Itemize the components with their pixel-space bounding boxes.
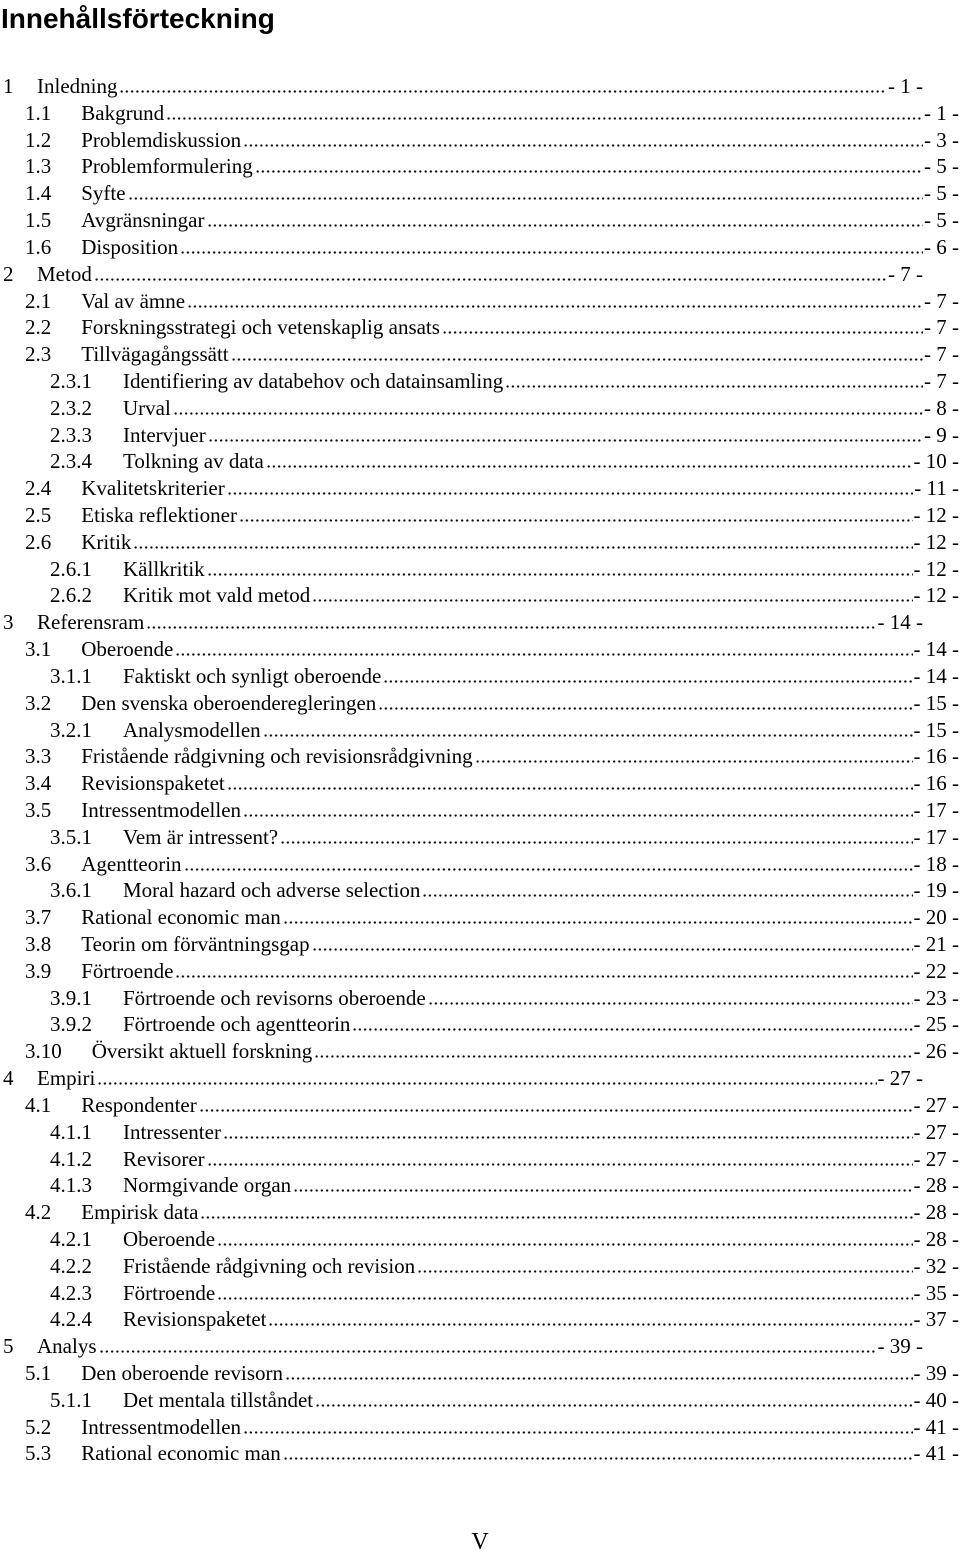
toc-entry-number: 2.3.4: [50, 449, 92, 474]
toc-entry-number: 4.1.2: [50, 1146, 92, 1171]
toc-entry-number: 2: [3, 261, 14, 286]
toc-entry-number: 4.2.1: [50, 1226, 92, 1251]
toc-entry-title: Analysmodellen: [123, 717, 261, 742]
toc-entry-title: Tolkning av data: [123, 449, 264, 474]
dot-leader: [227, 787, 913, 790]
dot-leader: [99, 1350, 877, 1353]
toc-entry-number: 5.3: [25, 1441, 52, 1466]
toc-entry: [0, 743, 960, 770]
toc-entry-page: - 27 -: [877, 1066, 923, 1091]
toc-entry-number: 5.2: [25, 1414, 52, 1439]
toc-entry-title: Oberoende: [123, 1226, 216, 1251]
dot-leader: [199, 1109, 913, 1112]
toc-entry-number: 3.1: [25, 637, 52, 662]
toc-entry-number: 3.5.1: [50, 824, 92, 849]
toc-entry-number: 2.6: [25, 529, 52, 554]
toc-entry-title: Den svenska oberoenderegleringen: [81, 690, 377, 715]
toc-entry: [0, 1253, 960, 1280]
toc-entry-title: Vem är intressent?: [123, 824, 279, 849]
toc-entry: [0, 690, 960, 717]
toc-entry-title: Förtroende och revisorns oberoende: [123, 985, 426, 1010]
toc-entry-page: - 21 -: [913, 932, 959, 956]
toc-entry-number: 4: [3, 1066, 14, 1091]
toc-entry-page: - 17 -: [913, 797, 959, 822]
dot-leader: [239, 519, 913, 522]
toc-entry-number: 4.2.3: [50, 1280, 92, 1305]
dot-leader: [378, 707, 912, 710]
toc-entry: [0, 1172, 960, 1199]
toc-heading: Innehållsförteckning: [1, 3, 275, 34]
toc-entry: [0, 529, 960, 556]
dot-leader: [208, 439, 923, 442]
toc-entry-title: Revisionspaketet: [81, 771, 225, 796]
toc-entry-number: 5.1: [25, 1361, 52, 1385]
toc-entry-number: 3.6: [25, 851, 52, 876]
toc-entry-page: - 7 -: [924, 368, 959, 393]
dot-leader: [283, 921, 913, 924]
toc-entry-title: Förtroende och agentteorin: [123, 1012, 351, 1037]
dot-leader: [314, 1055, 912, 1058]
toc-entry: [0, 1280, 960, 1307]
toc-entry-number: 1.2: [25, 127, 52, 152]
toc-entry-number: 3.8: [25, 932, 52, 956]
toc-entry-title: Etiska reflektioner: [81, 503, 237, 527]
toc-entry: [0, 663, 960, 690]
dot-leader: [422, 894, 912, 897]
toc-entry: [0, 1360, 960, 1387]
toc-entry: [0, 1226, 960, 1253]
toc-entry-title: Agentteorin: [81, 851, 182, 876]
toc-entry-title: Avgränsningar: [81, 208, 205, 233]
toc-entry: [0, 556, 960, 583]
toc-entry-number: 1: [3, 74, 14, 98]
toc-entry: [0, 958, 960, 985]
toc-entry: [0, 127, 960, 154]
toc-entry-title: Intressentmodellen: [81, 797, 242, 822]
toc-entry-number: 3.10: [25, 1039, 62, 1064]
toc-entry: [0, 234, 960, 261]
toc-entry: [0, 288, 960, 315]
toc-entry-number: 5.1.1: [50, 1387, 92, 1412]
dot-leader: [505, 385, 923, 388]
dot-leader: [180, 251, 923, 254]
dot-leader: [243, 144, 923, 147]
toc-entry-number: 1.6: [25, 234, 52, 259]
toc-entry-number: 2.3.3: [50, 422, 92, 447]
toc-entry-title: Identifiering av databehov och datainsamling: [123, 368, 504, 393]
toc-entry-number: 3.3: [25, 744, 52, 769]
dot-leader: [255, 170, 923, 173]
toc-entry: [0, 502, 960, 529]
toc-entry: [0, 1414, 960, 1441]
toc-entry: [0, 100, 960, 127]
toc-entry-page: - 28 -: [913, 1226, 959, 1251]
toc-entry-title: Forskningsstrategi och vetenskaplig ansats: [81, 315, 440, 340]
toc-entry: [0, 207, 960, 234]
toc-entry-number: 2.6.2: [50, 583, 92, 608]
toc-entry-page: - 12 -: [913, 583, 959, 608]
toc-entry-page: - 7 -: [924, 315, 959, 340]
toc-entry-page: - 16 -: [913, 744, 959, 769]
toc-entry-number: 3.4: [25, 771, 52, 796]
toc-entry: [0, 582, 960, 609]
toc-entry-page: - 41 -: [913, 1414, 959, 1439]
toc-entry-title: Rational economic man: [81, 1441, 281, 1466]
dot-leader: [97, 1082, 876, 1085]
toc-entry-title: Teorin om förväntningsgap: [81, 932, 310, 956]
toc-entry: [0, 636, 960, 663]
toc-entry-page: - 15 -: [913, 717, 959, 742]
toc-entry-title: Val av ämne: [81, 288, 186, 313]
toc-entry-title: Oberoende: [81, 637, 174, 662]
toc-entry: [0, 824, 960, 851]
dot-leader: [383, 680, 912, 683]
toc-entry: [0, 717, 960, 744]
toc-entry-number: 2.6.1: [50, 556, 92, 581]
toc-entry-title: Normgivande organ: [123, 1173, 292, 1198]
toc-entry-title: Tillvägagångssätt: [81, 342, 229, 367]
dot-leader: [207, 224, 924, 227]
dot-leader: [243, 1431, 912, 1434]
toc-entry-number: 3.9.2: [50, 1012, 92, 1037]
toc-entry-page: - 3 -: [924, 127, 959, 152]
toc-entry-title: Den oberoende revisorn: [81, 1361, 284, 1385]
toc-entry-title: Empirisk data: [81, 1200, 199, 1225]
toc-entry-number: 2.2: [25, 315, 52, 340]
toc-entry-page: - 1 -: [924, 100, 959, 125]
toc-entry-number: 3: [3, 610, 14, 635]
dot-leader: [312, 948, 913, 951]
dot-leader: [119, 90, 887, 93]
toc-entry-page: - 12 -: [913, 503, 959, 527]
toc-entry-number: 4.2.4: [50, 1307, 92, 1332]
dot-leader: [187, 305, 923, 308]
toc-entry-page: - 9 -: [924, 422, 959, 447]
toc-entry-title: Respondenter: [81, 1092, 197, 1117]
toc-entry-title: Källkritik: [123, 556, 205, 581]
toc-entry-title: Metod: [37, 261, 92, 286]
toc-entry-page: - 14 -: [877, 610, 923, 635]
toc-entry: [0, 180, 960, 207]
toc-entry-title: Rational economic man: [81, 905, 281, 930]
toc-entry-page: - 14 -: [913, 663, 959, 688]
toc-entry: [0, 448, 960, 475]
dot-leader: [175, 975, 912, 978]
toc-entry-number: 3.2: [25, 690, 52, 715]
toc-entry-page: - 37 -: [913, 1307, 959, 1332]
dot-leader: [352, 1028, 912, 1031]
toc-entry-page: - 22 -: [913, 958, 959, 983]
dot-leader: [315, 1404, 912, 1407]
toc-entry-page: - 11 -: [914, 476, 959, 501]
toc-entry-number: 3.5: [25, 797, 52, 822]
toc-entry-number: 4.2: [25, 1200, 52, 1225]
toc-entry-title: Intressentmodellen: [81, 1414, 242, 1439]
table-of-contents: [0, 73, 960, 1467]
toc-entry-title: Fristående rådgivning och revision: [123, 1253, 416, 1278]
dot-leader: [166, 117, 923, 120]
toc-entry-page: - 27 -: [913, 1092, 959, 1117]
toc-entry-title: Revisorer: [123, 1146, 205, 1171]
toc-entry-page: - 39 -: [877, 1334, 923, 1359]
toc-entry-title: Det mentala tillståndet: [123, 1387, 314, 1412]
toc-entry-number: 2.3.2: [50, 395, 92, 420]
toc-entry-page: - 17 -: [913, 824, 959, 849]
dot-leader: [217, 1297, 912, 1300]
toc-entry: [0, 422, 960, 449]
toc-entry-number: 2.3.1: [50, 368, 92, 393]
dot-leader: [146, 626, 876, 629]
toc-entry: [0, 931, 960, 958]
toc-entry: [0, 1065, 960, 1092]
dot-leader: [173, 412, 923, 415]
toc-entry-page: - 7 -: [924, 342, 959, 367]
toc-entry-number: 2.1: [25, 288, 52, 313]
toc-entry: [0, 1146, 960, 1173]
toc-entry-page: - 12 -: [913, 556, 959, 581]
toc-entry-title: Förtroende: [81, 958, 174, 983]
toc-entry: [0, 153, 960, 180]
toc-entry-number: 1.3: [25, 154, 52, 179]
toc-entry-number: 2.5: [25, 503, 52, 527]
toc-entry-title: Analys: [37, 1334, 97, 1359]
toc-entry-number: 3.1.1: [50, 663, 92, 688]
toc-entry-number: 4.1: [25, 1092, 52, 1117]
dot-leader: [293, 1189, 912, 1192]
dot-leader: [442, 331, 923, 334]
dot-leader: [227, 492, 914, 495]
toc-entry-page: - 14 -: [913, 637, 959, 662]
dot-leader: [133, 546, 912, 549]
toc-entry: [0, 341, 960, 368]
toc-entry: [0, 1199, 960, 1226]
toc-entry: [0, 609, 960, 636]
toc-entry-page: - 20 -: [913, 905, 959, 930]
toc-entry: [0, 1387, 960, 1414]
toc-entry-page: - 5 -: [924, 154, 959, 179]
toc-entry-number: 3.9.1: [50, 985, 92, 1010]
toc-entry-number: 1.1: [25, 100, 52, 125]
dot-leader: [217, 1243, 912, 1246]
toc-entry: [0, 1011, 960, 1038]
toc-entry-title: Faktiskt och synligt oberoende: [123, 663, 382, 688]
toc-entry-number: 3.9: [25, 958, 52, 983]
toc-entry: [0, 877, 960, 904]
toc-entry: [0, 314, 960, 341]
toc-entry: [0, 904, 960, 931]
toc-entry-title: Kritik mot vald metod: [123, 583, 311, 608]
toc-entry: [0, 1038, 960, 1065]
toc-entry: [0, 985, 960, 1012]
toc-entry-number: 5: [3, 1334, 14, 1359]
dot-leader: [231, 358, 923, 361]
toc-entry-number: 3.2.1: [50, 717, 92, 742]
toc-entry: [0, 395, 960, 422]
toc-entry-page: - 16 -: [913, 771, 959, 796]
toc-entry-title: Problemformulering: [81, 154, 253, 179]
toc-entry-page: - 8 -: [924, 395, 959, 420]
toc-entry-page: - 27 -: [913, 1146, 959, 1171]
toc-entry-title: Disposition: [81, 234, 179, 259]
toc-entry-page: - 41 -: [913, 1441, 959, 1466]
toc-entry-number: 2.4: [25, 476, 52, 501]
toc-entry-title: Intressenter: [123, 1119, 221, 1144]
toc-entry-title: Bakgrund: [81, 100, 165, 125]
toc-entry-page: - 12 -: [913, 529, 959, 554]
dot-leader: [475, 760, 913, 763]
toc-entry: [0, 1333, 960, 1360]
dot-leader: [428, 1002, 913, 1005]
toc-entry-page: - 5 -: [924, 181, 959, 206]
toc-entry-number: 4.2.2: [50, 1253, 92, 1278]
toc-entry-title: Förtroende: [123, 1280, 216, 1305]
toc-entry-title: Inledning: [37, 74, 118, 98]
toc-entry-page: - 27 -: [913, 1119, 959, 1144]
dot-leader: [283, 1457, 913, 1460]
dot-leader: [207, 1163, 913, 1166]
toc-entry-page: - 26 -: [913, 1039, 959, 1064]
toc-entry-page: - 7 -: [888, 261, 923, 286]
toc-entry: [0, 1306, 960, 1333]
dot-leader: [263, 734, 913, 737]
toc-entry: [0, 475, 960, 502]
toc-entry-page: - 32 -: [913, 1253, 959, 1278]
dot-leader: [175, 653, 912, 656]
toc-entry-number: 2.3: [25, 342, 52, 367]
toc-entry-title: Kvalitetskriterier: [81, 476, 225, 501]
toc-entry: [0, 1440, 960, 1467]
toc-entry-page: - 25 -: [913, 1012, 959, 1037]
toc-entry-title: Urval: [123, 395, 171, 420]
toc-entry-page: - 6 -: [924, 234, 959, 259]
toc-entry: [0, 1092, 960, 1119]
toc-entry-number: 4.1.3: [50, 1173, 92, 1198]
toc-entry-page: - 1 -: [888, 74, 923, 98]
toc-entry-number: 1.5: [25, 208, 52, 233]
dot-leader: [243, 814, 912, 817]
toc-entry-title: Syfte: [81, 181, 126, 206]
toc-entry-page: - 7 -: [924, 288, 959, 313]
dot-leader: [280, 841, 912, 844]
dot-leader: [312, 599, 912, 602]
toc-entry-page: - 23 -: [913, 985, 959, 1010]
page-number: V: [471, 1529, 489, 1555]
toc-entry-number: 3.6.1: [50, 878, 92, 903]
toc-entry-page: - 28 -: [913, 1173, 959, 1198]
toc-entry-title: Intervjuer: [123, 422, 206, 447]
toc-entry-page: - 35 -: [913, 1280, 959, 1305]
toc-entry-title: Översikt aktuell forskning: [91, 1039, 313, 1064]
toc-entry-title: Kritik: [81, 529, 132, 554]
dot-leader: [268, 1323, 912, 1326]
toc-entry: [0, 368, 960, 395]
toc-entry-number: 1.4: [25, 181, 52, 206]
toc-entry: [0, 797, 960, 824]
dot-leader: [128, 197, 923, 200]
toc-entry-number: 3.7: [25, 905, 52, 930]
toc-entry-title: Revisionspaketet: [123, 1307, 267, 1332]
toc-entry-page: - 39 -: [913, 1361, 959, 1385]
dot-leader: [285, 1377, 912, 1380]
toc-entry-page: - 28 -: [913, 1200, 959, 1225]
toc-entry-page: - 5 -: [924, 208, 959, 233]
toc-entry-page: - 10 -: [913, 449, 959, 474]
toc-entry: [0, 770, 960, 797]
toc-entry: [0, 1119, 960, 1146]
toc-entry: [0, 73, 960, 100]
toc-entry-page: - 15 -: [913, 690, 959, 715]
toc-entry: [0, 261, 960, 288]
dot-leader: [266, 465, 913, 468]
toc-entry-title: Empiri: [37, 1066, 96, 1091]
dot-leader: [94, 278, 887, 281]
toc-entry-page: - 40 -: [913, 1387, 959, 1412]
toc-entry-page: - 19 -: [913, 878, 959, 903]
dot-leader: [417, 1270, 912, 1273]
dot-leader: [223, 1136, 913, 1139]
toc-entry-title: Problemdiskussion: [81, 127, 242, 152]
toc-entry-title: Fristående rådgivning och revisionsrådgivning: [81, 744, 473, 769]
dot-leader: [184, 868, 913, 871]
dot-leader: [207, 573, 913, 576]
toc-entry-title: Referensram: [37, 610, 145, 635]
toc-entry: [0, 851, 960, 878]
toc-entry-number: 4.1.1: [50, 1119, 92, 1144]
toc-entry-page: - 18 -: [913, 851, 959, 876]
dot-leader: [200, 1216, 912, 1219]
toc-entry-title: Moral hazard och adverse selection: [123, 878, 421, 903]
